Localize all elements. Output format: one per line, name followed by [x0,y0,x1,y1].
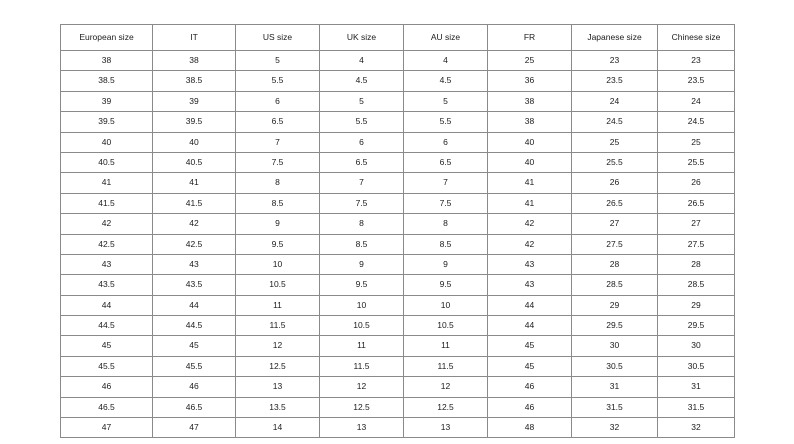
table-cell: 25.5 [572,152,658,172]
table-cell: 47 [153,418,236,438]
table-cell: 43 [488,275,572,295]
table-cell: 25 [572,132,658,152]
table-cell: 25.5 [658,152,735,172]
table-cell: 45.5 [153,356,236,376]
table-cell: 42 [153,214,236,234]
table-row [61,173,735,193]
table-cell: 5 [404,91,488,111]
table-cell: 23 [658,51,735,71]
column-header: UK size [320,25,404,51]
table-cell: 44 [153,295,236,315]
column-header: AU size [404,25,488,51]
table-cell: 40 [61,132,153,152]
table-cell: 26.5 [658,193,735,213]
table-cell: 39.5 [61,112,153,132]
table-cell: 4 [320,51,404,71]
table-cell: 4.5 [320,71,404,91]
table-cell: 8 [236,173,320,193]
column-header: European size [61,25,153,51]
table-cell: 32 [658,418,735,438]
table-cell: 38.5 [61,71,153,91]
table-cell: 5.5 [236,71,320,91]
table-cell: 47 [61,418,153,438]
table-cell: 45 [61,336,153,356]
table-cell: 43 [488,254,572,274]
table-cell: 29 [658,295,735,315]
table-cell: 10 [236,254,320,274]
table-row [61,71,735,91]
table-cell: 39.5 [153,112,236,132]
table-cell: 28 [658,254,735,274]
table-cell: 7 [236,132,320,152]
table-cell: 10.5 [320,316,404,336]
table-cell: 40 [153,132,236,152]
table-cell: 29.5 [572,316,658,336]
table-cell: 6.5 [404,152,488,172]
table-cell: 7 [320,173,404,193]
table-row [61,377,735,397]
table-cell: 40 [488,132,572,152]
table-cell: 11 [320,336,404,356]
column-header: US size [236,25,320,51]
table-cell: 38 [488,112,572,132]
table-cell: 5 [320,91,404,111]
table-cell: 24.5 [572,112,658,132]
table-cell: 27 [572,214,658,234]
table-cell: 8.5 [236,193,320,213]
size-conversion-table [60,24,735,438]
table-cell: 46 [488,397,572,417]
table-cell: 9 [404,254,488,274]
table-cell: 44 [61,295,153,315]
table-cell: 11.5 [320,356,404,376]
table-cell: 9 [320,254,404,274]
table-row [61,112,735,132]
table-cell: 38 [61,51,153,71]
table-cell: 31 [572,377,658,397]
table-cell: 10.5 [236,275,320,295]
table-cell: 38 [488,91,572,111]
table-cell: 9.5 [236,234,320,254]
table-cell: 6 [404,132,488,152]
table-row [61,254,735,274]
table-row [61,234,735,254]
table-cell: 41 [488,193,572,213]
table-cell: 6.5 [236,112,320,132]
table-row [61,91,735,111]
table-body [61,51,735,438]
table-cell: 45.5 [61,356,153,376]
table-cell: 44 [488,295,572,315]
table-row [61,418,735,438]
table-cell: 12 [320,377,404,397]
table-cell: 29.5 [658,316,735,336]
table-cell: 44 [488,316,572,336]
table-cell: 31.5 [572,397,658,417]
table-cell: 45 [488,336,572,356]
table-cell: 31 [658,377,735,397]
table-cell: 12.5 [404,397,488,417]
table-row [61,51,735,71]
table-cell: 32 [572,418,658,438]
table-cell: 42 [488,214,572,234]
table-cell: 13 [320,418,404,438]
table-cell: 4.5 [404,71,488,91]
table-cell: 42.5 [153,234,236,254]
table-cell: 7 [404,173,488,193]
table-cell: 30 [658,336,735,356]
table-cell: 23 [572,51,658,71]
table-row [61,397,735,417]
table-cell: 6 [320,132,404,152]
table-cell: 31.5 [658,397,735,417]
table-row [61,132,735,152]
table-cell: 10 [404,295,488,315]
table-cell: 30 [572,336,658,356]
table-cell: 7.5 [236,152,320,172]
table-cell: 41 [488,173,572,193]
table-cell: 43.5 [153,275,236,295]
table-cell: 43 [153,254,236,274]
table-cell: 43 [61,254,153,274]
table-cell: 45 [153,336,236,356]
table-cell: 36 [488,71,572,91]
table-row [61,356,735,376]
table-header [61,25,735,51]
table-cell: 12.5 [236,356,320,376]
table-row [61,316,735,336]
table-cell: 23.5 [572,71,658,91]
table-cell: 8.5 [404,234,488,254]
table-cell: 26.5 [572,193,658,213]
table-cell: 48 [488,418,572,438]
table-cell: 41.5 [61,193,153,213]
table-cell: 42.5 [61,234,153,254]
table-header-row [61,25,735,51]
table-cell: 23.5 [658,71,735,91]
size-conversion-table-wrapper [60,24,734,438]
table-cell: 46.5 [153,397,236,417]
table-cell: 9 [236,214,320,234]
table-cell: 38.5 [153,71,236,91]
table-cell: 11 [404,336,488,356]
table-cell: 10.5 [404,316,488,336]
table-cell: 40 [488,152,572,172]
table-row [61,193,735,213]
table-cell: 8.5 [320,234,404,254]
table-cell: 9.5 [320,275,404,295]
table-cell: 10 [320,295,404,315]
table-cell: 25 [488,51,572,71]
table-cell: 43.5 [61,275,153,295]
table-cell: 29 [572,295,658,315]
table-cell: 30.5 [572,356,658,376]
table-cell: 40.5 [61,152,153,172]
table-cell: 27.5 [658,234,735,254]
column-header: FR [488,25,572,51]
table-cell: 24.5 [658,112,735,132]
table-cell: 45 [488,356,572,376]
table-cell: 12 [404,377,488,397]
table-cell: 39 [61,91,153,111]
column-header: IT [153,25,236,51]
table-cell: 46 [153,377,236,397]
table-cell: 46 [488,377,572,397]
table-cell: 28 [572,254,658,274]
table-cell: 26 [572,173,658,193]
table-cell: 12.5 [320,397,404,417]
table-cell: 41 [61,173,153,193]
table-cell: 4 [404,51,488,71]
table-cell: 7.5 [320,193,404,213]
table-cell: 24 [658,91,735,111]
table-cell: 39 [153,91,236,111]
table-cell: 46.5 [61,397,153,417]
table-cell: 8 [404,214,488,234]
table-cell: 42 [488,234,572,254]
table-cell: 13.5 [236,397,320,417]
table-cell: 5 [236,51,320,71]
table-row [61,214,735,234]
table-row [61,295,735,315]
table-cell: 24 [572,91,658,111]
table-row [61,336,735,356]
table-cell: 5.5 [320,112,404,132]
table-cell: 46 [61,377,153,397]
table-cell: 12 [236,336,320,356]
table-cell: 26 [658,173,735,193]
table-cell: 5.5 [404,112,488,132]
table-cell: 27.5 [572,234,658,254]
table-cell: 6 [236,91,320,111]
table-cell: 44.5 [153,316,236,336]
table-cell: 41.5 [153,193,236,213]
table-cell: 41 [153,173,236,193]
table-cell: 28.5 [658,275,735,295]
table-cell: 13 [404,418,488,438]
table-cell: 42 [61,214,153,234]
table-cell: 14 [236,418,320,438]
table-cell: 6.5 [320,152,404,172]
table-row [61,152,735,172]
column-header: Japanese size [572,25,658,51]
table-cell: 9.5 [404,275,488,295]
column-header: Chinese size [658,25,735,51]
table-cell: 11.5 [236,316,320,336]
table-cell: 40.5 [153,152,236,172]
table-cell: 44.5 [61,316,153,336]
table-cell: 8 [320,214,404,234]
table-cell: 28.5 [572,275,658,295]
table-cell: 11.5 [404,356,488,376]
table-cell: 38 [153,51,236,71]
table-cell: 13 [236,377,320,397]
table-cell: 11 [236,295,320,315]
table-cell: 27 [658,214,735,234]
table-row [61,275,735,295]
table-cell: 7.5 [404,193,488,213]
table-cell: 25 [658,132,735,152]
table-cell: 30.5 [658,356,735,376]
